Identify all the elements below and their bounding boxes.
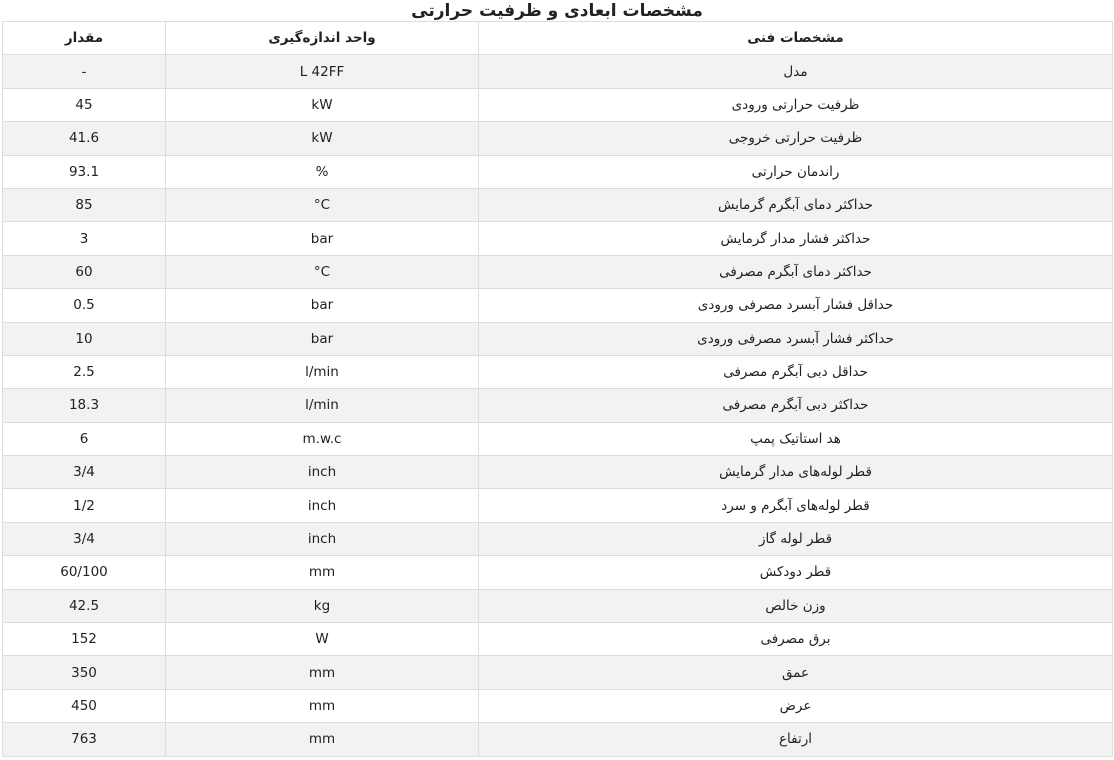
cell-value: 3/4 — [3, 522, 166, 555]
table-row — [3, 188, 1113, 221]
cell-value: 60/100 — [3, 556, 166, 589]
cell-value: 41.6 — [3, 122, 166, 155]
cell-spec: حداقل دبی آبگرم مصرفی — [479, 355, 1113, 388]
cell-spec: قطر لوله گاز — [479, 522, 1113, 555]
cell-unit: °C — [166, 255, 479, 288]
cell-spec: حداکثر فشار مدار گرمایش — [479, 222, 1113, 255]
cell-value: 42.5 — [3, 589, 166, 622]
table-row — [3, 422, 1113, 455]
cell-spec: ظرفیت حرارتی خروجی — [479, 122, 1113, 155]
cell-spec: عمق — [479, 656, 1113, 689]
cell-value: 450 — [3, 689, 166, 722]
cell-value: 60 — [3, 255, 166, 288]
table-row — [3, 623, 1113, 656]
cell-value: 0.5 — [3, 289, 166, 322]
cell-value: 6 — [3, 422, 166, 455]
cell-spec: برق مصرفی — [479, 623, 1113, 656]
cell-spec: عرض — [479, 689, 1113, 722]
cell-unit: bar — [166, 222, 479, 255]
table-row — [3, 155, 1113, 188]
cell-unit: inch — [166, 522, 479, 555]
cell-spec: ارتفاع — [479, 723, 1113, 756]
cell-spec: ظرفیت حرارتی ورودی — [479, 88, 1113, 121]
cell-unit: W — [166, 623, 479, 656]
cell-spec: قطر لوله‌های آبگرم و سرد — [479, 489, 1113, 522]
cell-spec: حداکثر دبی آبگرم مصرفی — [479, 389, 1113, 422]
cell-spec: حداکثر دمای آبگرم مصرفی — [479, 255, 1113, 288]
spec-table — [2, 21, 1113, 757]
cell-spec: حداکثر دمای آبگرم گرمایش — [479, 188, 1113, 221]
cell-unit: inch — [166, 456, 479, 489]
table-row — [3, 355, 1113, 388]
cell-value: 3/4 — [3, 456, 166, 489]
table-row — [3, 456, 1113, 489]
table-row — [3, 689, 1113, 722]
table-row — [3, 88, 1113, 121]
table-row — [3, 322, 1113, 355]
table-row — [3, 122, 1113, 155]
cell-value: 152 — [3, 623, 166, 656]
cell-unit: l/min — [166, 389, 479, 422]
cell-unit: kg — [166, 589, 479, 622]
table-row — [3, 723, 1113, 756]
cell-unit: inch — [166, 489, 479, 522]
cell-unit: bar — [166, 322, 479, 355]
cell-value: 2.5 — [3, 355, 166, 388]
cell-unit: % — [166, 155, 479, 188]
column-header-spec: مشخصات فنی — [479, 22, 1113, 55]
table-row — [3, 589, 1113, 622]
table-row — [3, 289, 1113, 322]
cell-spec: قطر دودکش — [479, 556, 1113, 589]
cell-unit: m.w.c — [166, 422, 479, 455]
cell-value: 3 — [3, 222, 166, 255]
cell-unit: kW — [166, 88, 479, 121]
cell-spec: هد استاتیک پمپ — [479, 422, 1113, 455]
cell-spec: راندمان حرارتی — [479, 155, 1113, 188]
table-row — [3, 489, 1113, 522]
table-row — [3, 656, 1113, 689]
table-row — [3, 55, 1113, 88]
cell-value: 18.3 — [3, 389, 166, 422]
cell-value: 763 — [3, 723, 166, 756]
table-title: مشخصات ابعادی و ظرفیت حرارتی — [411, 1, 703, 21]
cell-unit: bar — [166, 289, 479, 322]
table-row — [3, 522, 1113, 555]
table-row — [3, 255, 1113, 288]
header-row — [3, 22, 1113, 55]
cell-spec: حداکثر فشار آبسرد مصرفی ورودی — [479, 322, 1113, 355]
cell-unit: mm — [166, 656, 479, 689]
cell-spec: وزن خالص — [479, 589, 1113, 622]
table-row — [3, 389, 1113, 422]
cell-unit: °C — [166, 188, 479, 221]
cell-value: 45 — [3, 88, 166, 121]
cell-unit: mm — [166, 689, 479, 722]
table-row — [3, 556, 1113, 589]
cell-spec: قطر لوله‌های مدار گرمایش — [479, 456, 1113, 489]
column-header-value: مقدار — [3, 22, 166, 55]
cell-unit: L 42FF — [166, 55, 479, 88]
column-header-unit: واحد اندازه‌گیری — [166, 22, 479, 55]
cell-unit: mm — [166, 556, 479, 589]
cell-spec: حداقل فشار آبسرد مصرفی ورودی — [479, 289, 1113, 322]
cell-value: 85 — [3, 188, 166, 221]
cell-value: - — [3, 55, 166, 88]
cell-unit: mm — [166, 723, 479, 756]
cell-value: 350 — [3, 656, 166, 689]
cell-value: 10 — [3, 322, 166, 355]
cell-value: 93.1 — [3, 155, 166, 188]
cell-unit: l/min — [166, 355, 479, 388]
table-row — [3, 222, 1113, 255]
cell-value: 1/2 — [3, 489, 166, 522]
cell-spec: مدل — [479, 55, 1113, 88]
cell-unit: kW — [166, 122, 479, 155]
